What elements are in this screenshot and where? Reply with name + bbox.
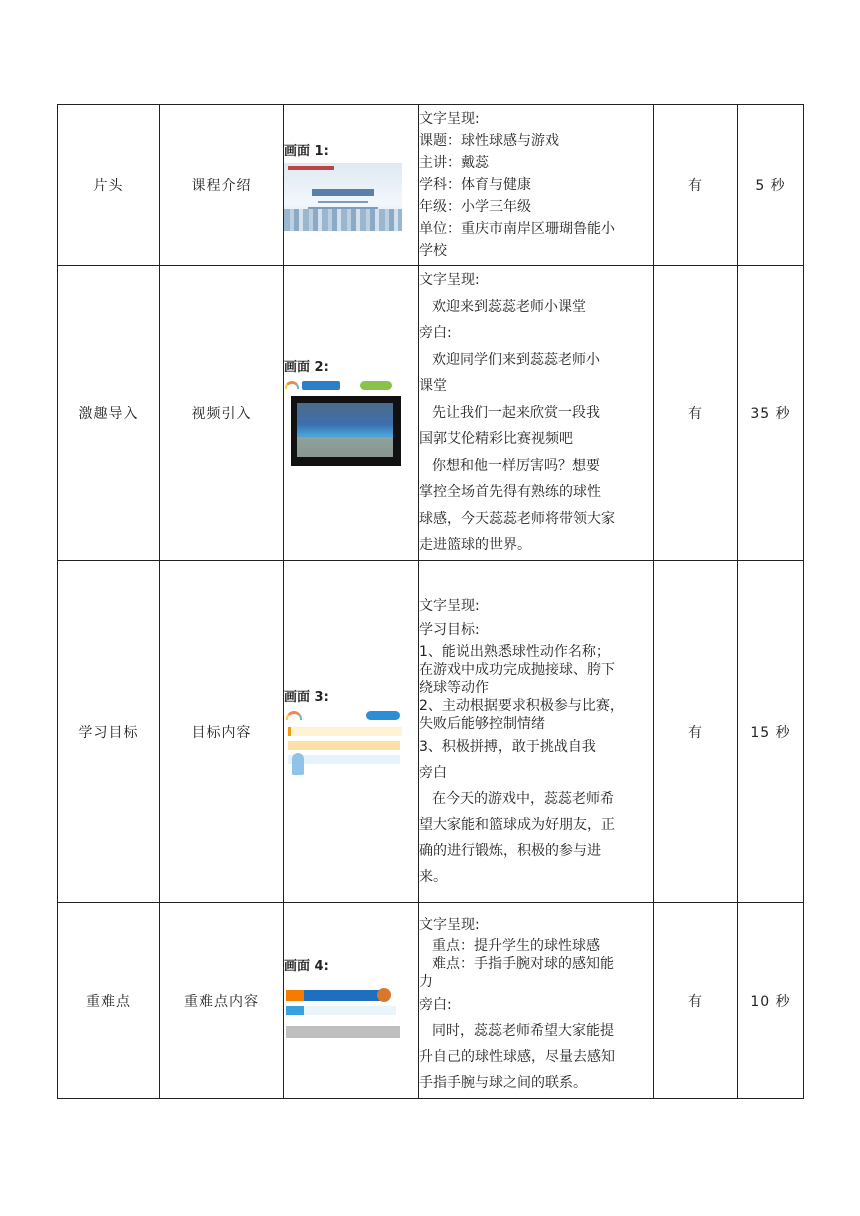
- content-cell: 重难点内容: [160, 903, 284, 1099]
- frame-thumbnail: [284, 163, 402, 231]
- has-cell: 有: [654, 105, 738, 266]
- text-line: 2、主动根据要求积极参与比赛，: [419, 697, 624, 714]
- text-line: 球感，今天蕊蕊老师将带领大家: [419, 510, 615, 527]
- text-line: 绕球等动作: [419, 679, 489, 696]
- text-line: 失败后能够控制情绪: [419, 715, 545, 732]
- text-line: 旁白:: [419, 325, 452, 342]
- frame-label: 画面 3:: [284, 690, 329, 705]
- text-line: 力: [419, 973, 433, 990]
- frame-thumbnail: [284, 379, 402, 471]
- text-line: 单位：重庆市南岸区珊瑚鲁能小: [419, 221, 615, 237]
- text-line: 课堂: [419, 378, 447, 395]
- text-line: 掌控全场首先得有熟练的球性: [419, 484, 601, 501]
- segment-cell: 片头: [58, 105, 160, 266]
- frame-label: 画面 2:: [284, 359, 329, 375]
- table-row: [58, 266, 804, 561]
- text-line: 课题：球性球感与游戏: [419, 133, 559, 149]
- text-line: 欢迎同学们来到蕊蕊老师小: [432, 351, 600, 368]
- text-cell: [419, 105, 654, 266]
- text-line: 1、能说出熟悉球性动作名称；: [419, 643, 610, 660]
- text-line: 学校: [419, 243, 447, 259]
- text-line: 升自己的球性球感，尽量去感知: [419, 1048, 615, 1065]
- duration-cell: 5 秒: [738, 105, 804, 266]
- text-line: 旁白: [419, 764, 447, 781]
- text-line: 文字呈现:: [419, 272, 480, 289]
- table-row: [58, 561, 804, 903]
- text-line: 国郭艾伦精彩比赛视频吧: [419, 431, 573, 448]
- has-cell: 有: [654, 561, 738, 903]
- frame-thumbnail: [284, 978, 402, 1046]
- text-line: 走进篮球的世界。: [419, 537, 531, 554]
- table-row: [58, 903, 804, 1099]
- duration-cell: 35 秒: [738, 266, 804, 561]
- frame-label: 画面 4:: [284, 959, 329, 974]
- content-cell: 视频引入: [160, 266, 284, 561]
- text-line: 主讲：戴蕊: [419, 155, 489, 171]
- script-table: [57, 104, 804, 1099]
- text-line: 旁白:: [419, 996, 452, 1013]
- segment-cell: 重难点: [58, 903, 160, 1099]
- text-line: 文字呈现:: [419, 597, 480, 614]
- text-line: 学习目标:: [419, 621, 480, 638]
- text-line: 确的进行锻炼，积极的参与进: [419, 842, 601, 859]
- text-line: 在今天的游戏中，蕊蕊老师希: [432, 790, 614, 807]
- text-cell: [419, 903, 654, 1099]
- duration-cell: 15 秒: [738, 561, 804, 903]
- text-line: 欢迎来到蕊蕊老师小课堂: [432, 298, 586, 315]
- text-line: 你想和他一样厉害吗？想要: [432, 457, 600, 474]
- text-line: 在游戏中成功完成抛接球、胯下: [419, 661, 615, 678]
- content-cell: 目标内容: [160, 561, 284, 903]
- frame-cell: [284, 266, 419, 561]
- segment-cell: 学习目标: [58, 561, 160, 903]
- content-cell: 课程介绍: [160, 105, 284, 266]
- table-row: [58, 105, 804, 266]
- has-cell: 有: [654, 266, 738, 561]
- text-line: 手指手腕与球之间的联系。: [419, 1074, 587, 1091]
- text-line: 望大家能和篮球成为好朋友，正: [419, 816, 615, 833]
- duration-cell: 10 秒: [738, 903, 804, 1099]
- segment-cell: 激趣导入: [58, 266, 160, 561]
- frame-cell: [284, 105, 419, 266]
- frame-label: 画面 1:: [284, 143, 329, 159]
- text-line: 难点：手指手腕对球的感知能: [432, 955, 614, 972]
- has-cell: 有: [654, 903, 738, 1099]
- text-line: 3、积极拼搏，敢于挑战自我: [419, 738, 596, 755]
- text-line: 重点：提升学生的球性球感: [432, 937, 600, 954]
- text-line: 文字呈现:: [419, 916, 480, 933]
- text-cell: [419, 266, 654, 561]
- frame-thumbnail: [284, 709, 402, 777]
- text-line: 年级：小学三年级: [419, 199, 531, 215]
- text-line: 同时，蕊蕊老师希望大家能提: [432, 1022, 614, 1039]
- text-line: 来。: [419, 868, 447, 885]
- frame-cell: [284, 561, 419, 903]
- text-cell: [419, 561, 654, 903]
- text-line: 先让我们一起来欣赏一段我: [432, 404, 600, 421]
- text-line: 文字呈现:: [419, 111, 480, 127]
- text-line: 学科：体育与健康: [419, 177, 531, 193]
- frame-cell: [284, 903, 419, 1099]
